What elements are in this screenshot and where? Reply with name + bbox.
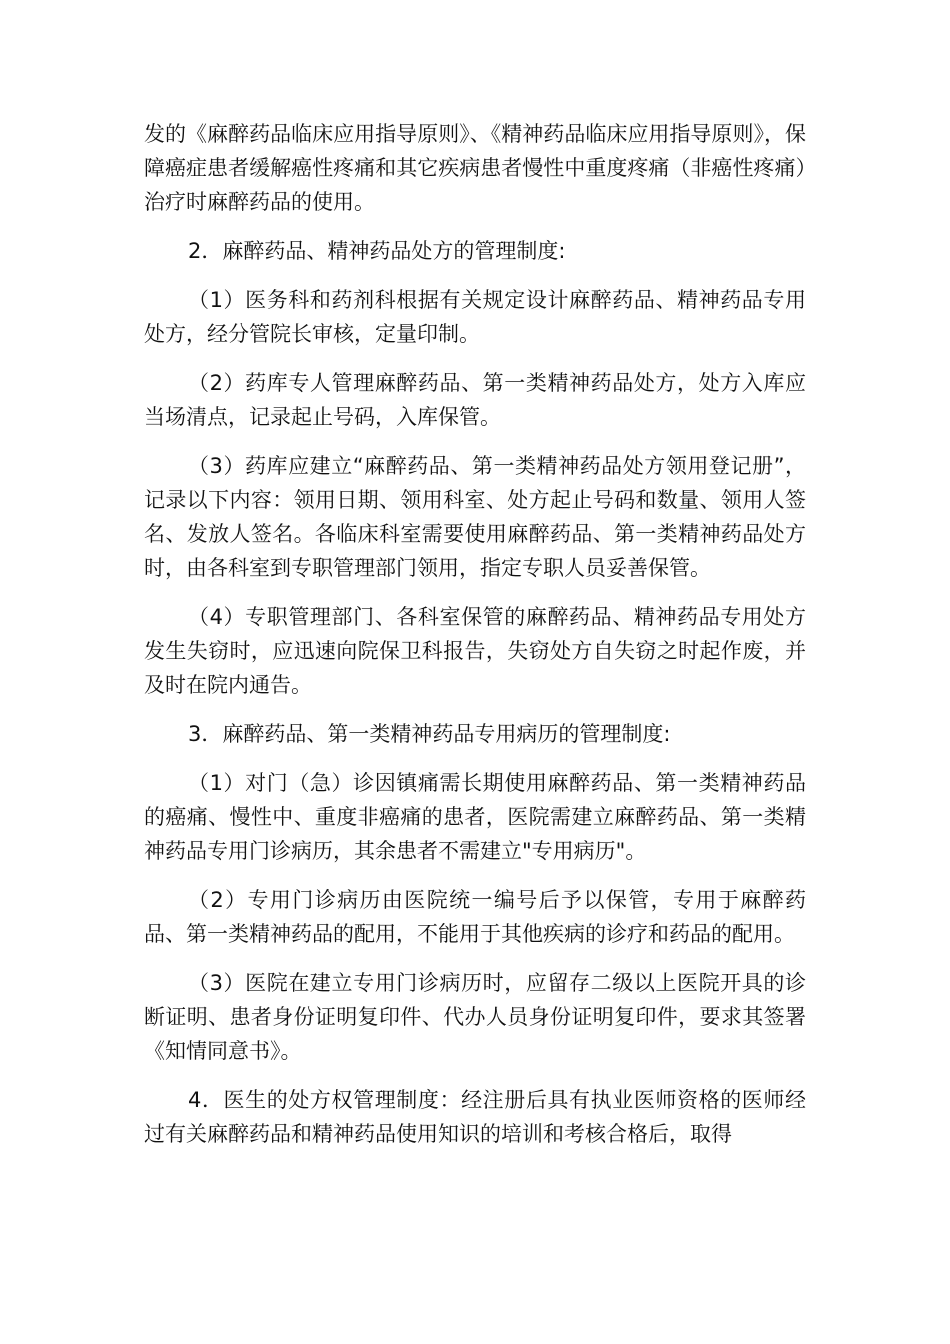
- document-body: [144, 117, 806, 1166]
- paragraph-item-1: （1）医务科和药剂科根据有关规定设计麻醉药品、精神药品专用处方，经分管院长审核，定量印制。: [144, 288, 806, 346]
- paragraph-item-2: （2）药库专人管理麻醉药品、第一类精神药品处方，处方入库应当场清点，记录起止号码，入库保管。: [144, 371, 806, 429]
- paragraph-record-item-1: （1）对门（急）诊因镇痛需长期使用麻醉药品、第一类精神药品的癌痛、慢性中、重度非癌痛的患者，医院需建立麻醉药品、第一类精神药品专用门诊病历，其余患者不需建立"专用病历"。: [144, 771, 806, 863]
- paragraph-item-3: （3）药库应建立“麻醉药品、第一类精神药品处方领用登记册”，记录以下内容：领用日期、领用科室、处方起止号码和数量、领用人签名、发放人签名。各临床科室需要使用麻醉药品、第一类精神药品处方时，由各科室到专职管理部门领用，指定专职人员妥善保管。: [144, 454, 806, 580]
- paragraph-record-item-3: （3）医院在建立专用门诊病历时，应留存二级以上医院开具的诊断证明、患者身份证明复印件、代办人员身份证明复印件，要求其签署《知情同意书》。: [144, 971, 806, 1063]
- paragraph-continuation: 发的《麻醉药品临床应用指导原则》、《精神药品临床应用指导原则》，保障癌症患者缓解癌性疼痛和其它疾病患者慢性中重度疼痛（非癌性疼痛）治疗时麻醉药品的使用。: [144, 122, 806, 214]
- section-heading-prescription-management: 2．麻醉药品、精神药品处方的管理制度:: [188, 239, 566, 263]
- section-heading-prescription-rights: 4．医生的处方权管理制度：经注册后具有执业医师资格的医师经过有关麻醉药品和精神药品使用知识的培训和考核合格后，取得: [144, 1088, 806, 1146]
- section-heading-medical-record-management: 3．麻醉药品、第一类精神药品专用病历的管理制度:: [188, 722, 671, 746]
- paragraph-item-4: （4）专职管理部门、各科室保管的麻醉药品、精神药品专用处方发生失窃时，应迅速向院保卫科报告，失窃处方自失窃之时起作废，并及时在院内通告。: [144, 605, 806, 697]
- paragraph-record-item-2: （2）专用门诊病历由医院统一编号后予以保管，专用于麻醉药品、第一类精神药品的配用，不能用于其他疾病的诊疗和药品的配用。: [144, 888, 806, 946]
